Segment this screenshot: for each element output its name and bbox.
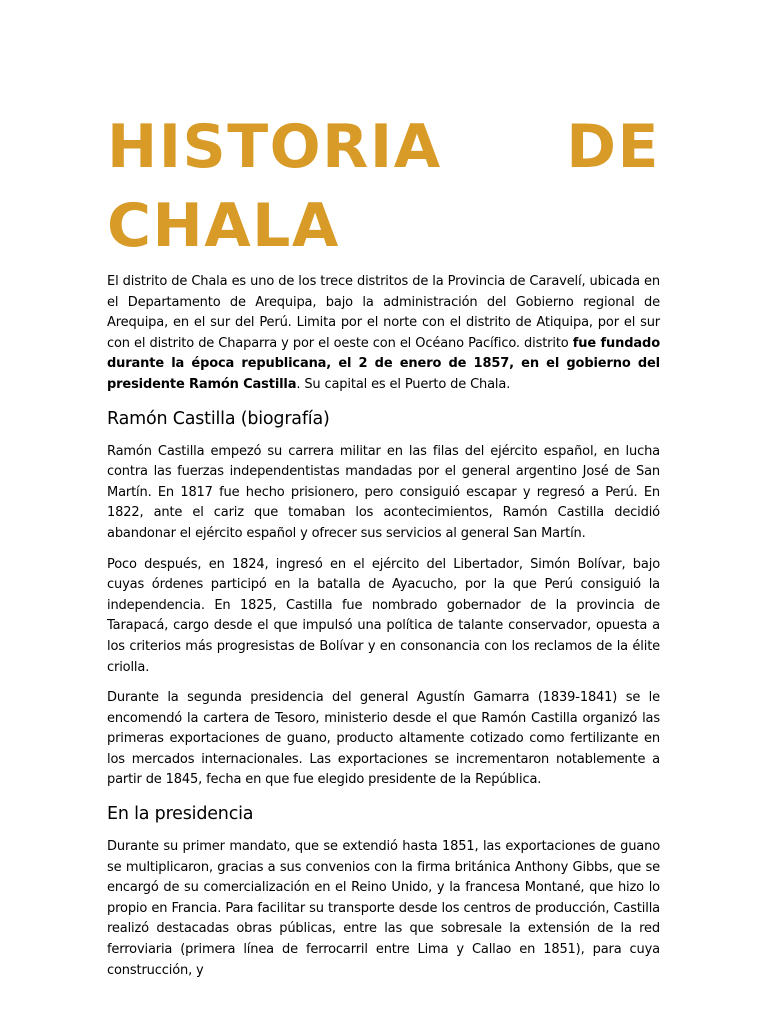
title-word-historia: HISTORIA [107,112,442,182]
title-word-chala: CHALA [107,191,340,261]
intro-text-after: . Su capital es el Puerto de Chala. [296,376,511,392]
document-title [107,108,660,266]
paragraph: Durante su primer mandato, que se extendió hasta 1851, las exportaciones de guano se multiplicaron, gracias a sus convenios con la firma británica Anthony Gibbs, que se encargó de su comercialización en el Reino Unido, y la francesa Montané, que hizo lo propio en Francia. Para facilitar su transporte desde los centros de producción, Castilla realizó destacadas obras públicas, entre las que sobresale la extensión de la red ferroviaria (primera línea de ferrocarril entre Lima y Callao en 1851), para cuya construcción, y [107,839,660,978]
intro-text-before: El distrito de Chala es uno de los trece distritos de la Provincia de Caravelí, ubicada en el Departamento de Arequipa, bajo la administración del Gobierno regional de Arequipa, en el sur del Perú. Limita por el norte con el distrito de Atiquipa, por el sur con el distrito de Chaparra y por el oeste con el Océano Pacífico. distrito [107,274,660,351]
intro-paragraph [107,272,660,396]
paragraph: Poco después, en 1824, ingresó en el ejército del Libertador, Simón Bolívar, bajo cuyas órdenes participó en la batalla de Ayacucho, por la que Perú consiguió la independencia. En 1825, Castilla fue nombrado gobernador de la provincia de Tarapacá, cargo desde el que impulsó una política de talante conservador, opuesta a los criterios más progresistas de Bolívar y en consonancia con los reclamos de la élite criolla. [107,556,660,675]
section-heading-biografia: Ramón Castilla (biografía) [107,408,330,429]
title-word-de: DE [566,112,660,182]
section-heading-presidencia: En la presidencia [107,804,254,825]
paragraph: Durante la segunda presidencia del general Agustín Gamarra (1839-1841) se le encomendó la cartera de Tesoro, ministerio desde el que Ramón Castilla organizó las primeras exportaciones de guano, producto altamente cotizado como fertilizante en los mercados internacionales. Las exportaciones se incrementaron notablemente a partir de 1845, fecha en que fue elegido presidente de la República. [107,690,660,788]
paragraph: Ramón Castilla empezó su carrera militar en las filas del ejército español, en lucha contra las fuerzas independentistas mandadas por el general argentino José de San Martín. En 1817 fue hecho prisionero, pero consiguió escapar y regresó a Perú. En 1822, ante el cariz que tomaban los acontecimientos, Ramón Castilla decidió abandonar el ejército español y ofrecer sus servicios al general San Martín. [107,443,660,541]
document-body [107,108,660,991]
title-line-1 [107,108,660,187]
title-line-2 [107,187,660,266]
intro-bold-text: fue fundado durante la época republicana, el 2 de enero de 1857, en el gobierno del presidente Ramón Castilla [107,335,660,392]
